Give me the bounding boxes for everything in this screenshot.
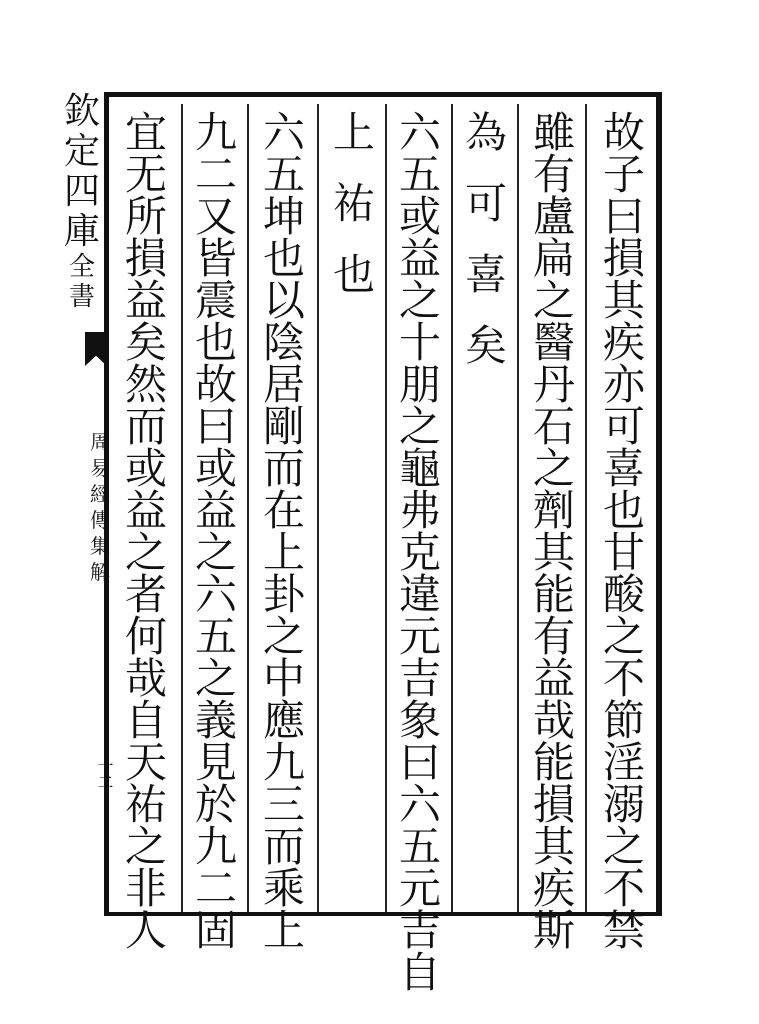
text-character: 自 [124, 696, 167, 745]
text-character: 疾 [602, 318, 645, 367]
text-character: 六 [398, 108, 441, 157]
text-column-4 [392, 108, 448, 997]
fish-tail-mark [85, 332, 107, 366]
text-character: 朋 [398, 360, 441, 409]
text-character: 之 [602, 612, 645, 661]
margin-title-character: 書 [68, 282, 95, 312]
text-column-8 [118, 108, 174, 955]
text-character: 損 [124, 234, 167, 283]
text-character: 十 [398, 318, 441, 367]
column-rule [585, 104, 587, 912]
text-character: 又 [194, 192, 237, 241]
text-character: 故 [602, 108, 645, 157]
text-character: 或 [194, 444, 237, 493]
margin-title-character: 庫 [63, 211, 100, 252]
text-character: 五 [262, 150, 305, 199]
text-character: 甘 [602, 528, 645, 577]
text-column-5 [326, 108, 382, 902]
text-character: 曰 [194, 402, 237, 451]
text-character: 居 [262, 360, 305, 409]
text-character: 陰 [262, 318, 305, 367]
text-character: 溺 [602, 780, 645, 829]
text-character: 祐 [124, 780, 167, 829]
text-character: 其 [602, 276, 645, 325]
text-column-1 [596, 108, 652, 955]
text-character: 九 [262, 738, 305, 787]
column-rule [385, 104, 387, 912]
text-character: 醫 [532, 318, 575, 367]
text-character: 之 [124, 822, 167, 871]
text-character: 喜 [464, 250, 507, 299]
text-character: 曰 [602, 192, 645, 241]
text-character: 元 [398, 864, 441, 913]
text-character: 元 [398, 612, 441, 661]
text-character: 五 [398, 822, 441, 871]
text-character: 而 [262, 444, 305, 493]
text-character: 曰 [398, 738, 441, 787]
text-character: 之 [194, 654, 237, 703]
text-character: 二 [194, 864, 237, 913]
margin-title-character: 定 [63, 131, 100, 172]
text-character: 益 [124, 276, 167, 325]
margin-book-title [88, 432, 112, 582]
margin-book-character: 周 [90, 430, 110, 454]
text-character: 固 [194, 906, 237, 955]
text-character: 所 [124, 192, 167, 241]
text-character: 九 [194, 822, 237, 871]
text-character: 損 [602, 234, 645, 283]
text-character: 節 [602, 696, 645, 745]
text-character: 石 [532, 402, 575, 451]
text-character: 劑 [532, 486, 575, 535]
text-character: 之 [194, 528, 237, 577]
text-character: 乘 [262, 864, 305, 913]
text-character: 故 [194, 360, 237, 409]
text-character: 而 [262, 822, 305, 871]
text-character: 扁 [532, 234, 575, 283]
text-character: 以 [262, 276, 305, 325]
text-character: 之 [398, 276, 441, 325]
text-character: 損 [532, 780, 575, 829]
text-character: 自 [398, 948, 441, 997]
text-character: 之 [532, 444, 575, 493]
margin-title-character: 欽 [63, 91, 100, 132]
text-character: 而 [124, 402, 167, 451]
text-character: 見 [194, 738, 237, 787]
text-character: 其 [532, 528, 575, 577]
text-character: 坤 [262, 192, 305, 241]
text-character: 无 [124, 150, 167, 199]
margin-book-character: 集 [90, 534, 110, 558]
margin-title-character: 四 [63, 171, 100, 212]
text-column-2 [526, 108, 582, 955]
text-character: 亦 [602, 360, 645, 409]
text-character: 六 [194, 570, 237, 619]
text-character: 不 [602, 864, 645, 913]
text-character: 非 [124, 864, 167, 913]
text-character: 五 [398, 150, 441, 199]
text-character: 可 [602, 402, 645, 451]
text-character: 斯 [532, 906, 575, 955]
text-column-7 [188, 108, 244, 955]
text-character: 也 [602, 486, 645, 535]
text-character: 震 [194, 276, 237, 325]
margin-title-character: 全 [68, 252, 95, 282]
column-rule [181, 104, 183, 912]
text-character: 於 [194, 780, 237, 829]
text-character: 違 [398, 570, 441, 619]
text-character: 哉 [532, 696, 575, 745]
text-character: 象 [398, 696, 441, 745]
text-character: 矣 [124, 318, 167, 367]
column-rule [451, 104, 453, 912]
margin-book-character: 解 [90, 560, 110, 584]
text-character: 子 [602, 150, 645, 199]
text-character: 應 [262, 696, 305, 745]
text-character: 也 [262, 234, 305, 283]
text-character: 矣 [464, 321, 507, 370]
text-character: 益 [532, 654, 575, 703]
text-character: 克 [398, 528, 441, 577]
margin-title [62, 91, 102, 312]
text-character: 之 [532, 276, 575, 325]
text-character: 在 [262, 486, 305, 535]
text-column-6 [256, 108, 312, 955]
text-character: 不 [602, 654, 645, 703]
text-character: 盧 [532, 192, 575, 241]
text-character: 之 [262, 612, 305, 661]
text-character: 疾 [532, 864, 575, 913]
text-character: 或 [398, 192, 441, 241]
text-character: 也 [194, 318, 237, 367]
text-character: 宜 [124, 108, 167, 157]
text-character: 卦 [262, 570, 305, 619]
text-character: 禁 [602, 906, 645, 955]
text-character: 喜 [602, 444, 645, 493]
text-character: 能 [532, 738, 575, 787]
text-character: 有 [532, 150, 575, 199]
column-rule [517, 104, 519, 912]
text-character: 益 [124, 486, 167, 535]
text-character: 祐 [332, 179, 375, 228]
text-character: 益 [194, 486, 237, 535]
text-character: 雖 [532, 108, 575, 157]
text-character: 何 [124, 612, 167, 661]
text-character: 益 [398, 234, 441, 283]
text-character: 剛 [262, 402, 305, 451]
text-character: 之 [398, 402, 441, 451]
text-character: 為 [464, 108, 507, 157]
text-character: 吉 [398, 906, 441, 955]
text-character: 或 [124, 444, 167, 493]
margin-page-number: 十二 [95, 758, 114, 790]
text-character: 也 [332, 250, 375, 299]
text-character: 者 [124, 570, 167, 619]
text-character: 六 [398, 780, 441, 829]
margin-book-character: 易 [90, 456, 110, 480]
text-character: 上 [262, 528, 305, 577]
text-column-3 [458, 108, 514, 902]
text-character: 義 [194, 696, 237, 745]
text-character: 其 [532, 822, 575, 871]
text-character: 弗 [398, 486, 441, 535]
margin-book-character: 經 [90, 482, 110, 506]
text-character: 淫 [602, 738, 645, 787]
text-character: 之 [602, 822, 645, 871]
text-character: 三 [262, 780, 305, 829]
text-character: 能 [532, 570, 575, 619]
text-character: 上 [262, 906, 305, 955]
text-character: 人 [124, 906, 167, 955]
text-character: 哉 [124, 654, 167, 703]
text-character: 之 [124, 528, 167, 577]
text-character: 二 [194, 150, 237, 199]
text-character: 九 [194, 108, 237, 157]
text-character: 皆 [194, 234, 237, 283]
column-rule [247, 104, 249, 912]
column-rule [317, 104, 319, 912]
text-character: 可 [464, 179, 507, 228]
text-character: 丹 [532, 360, 575, 409]
text-character: 五 [194, 612, 237, 661]
text-character: 中 [262, 654, 305, 703]
margin-book-character: 傳 [90, 508, 110, 532]
text-character: 上 [332, 108, 375, 157]
text-character: 吉 [398, 654, 441, 703]
text-character: 然 [124, 360, 167, 409]
text-character: 龜 [398, 444, 441, 493]
text-character: 天 [124, 738, 167, 787]
text-character: 有 [532, 612, 575, 661]
text-character: 酸 [602, 570, 645, 619]
text-character: 六 [262, 108, 305, 157]
